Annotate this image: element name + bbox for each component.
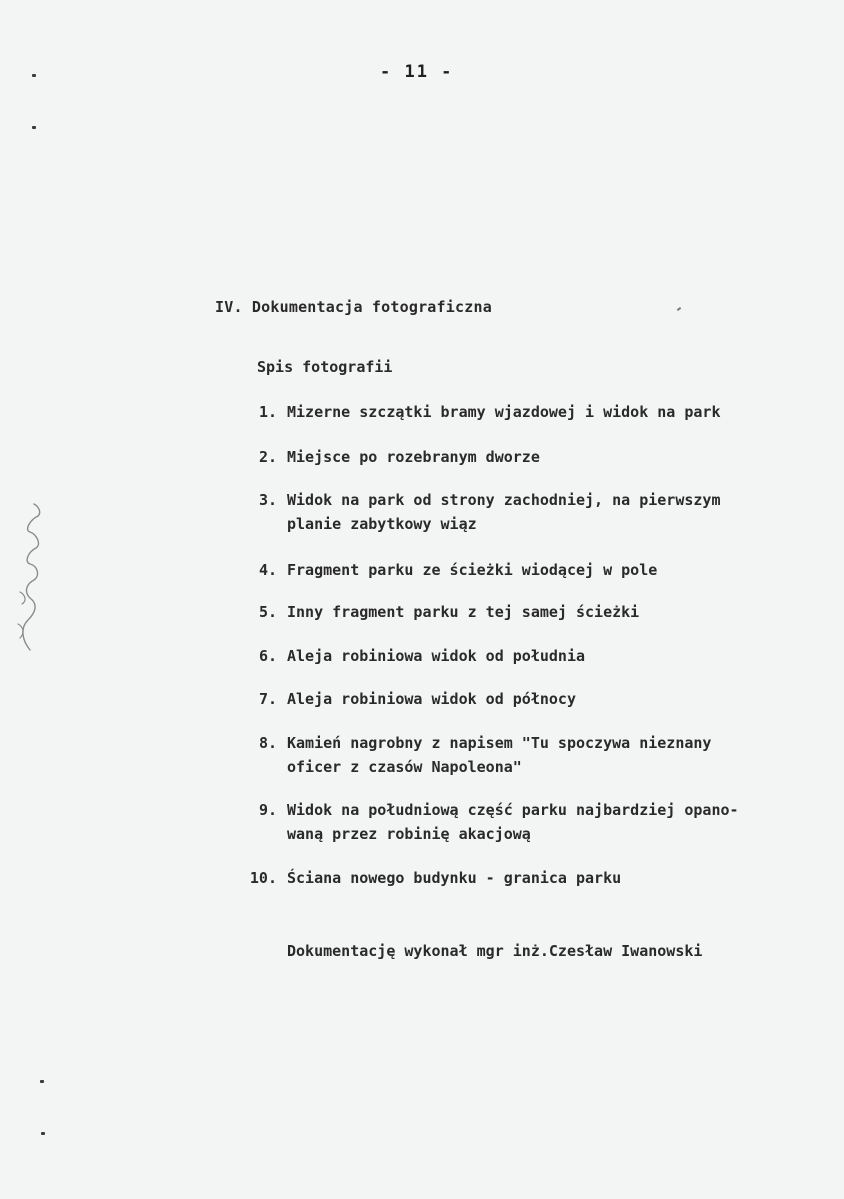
photo-item-line: Fragment parku ze ścieżki wiodącej w pole xyxy=(287,561,658,579)
photo-item-text xyxy=(287,644,585,668)
photo-item-text xyxy=(287,400,720,424)
photo-item-text xyxy=(287,798,739,846)
photo-item-text xyxy=(287,445,540,469)
section-heading: IV. Dokumentacja fotograficzna xyxy=(215,298,492,316)
margin-mark xyxy=(32,74,36,77)
photo-item-number: 2. xyxy=(258,448,277,466)
photo-item-number: 6. xyxy=(258,647,277,665)
photo-item-line: waną przez robinię akacjową xyxy=(287,825,531,843)
credit-line: Dokumentację wykonał mgr inż.Czesław Iwanowski xyxy=(287,942,703,960)
photo-item-text xyxy=(287,687,576,711)
photo-item-line: Aleja robiniowa widok od południa xyxy=(287,647,586,665)
photo-item-text xyxy=(287,558,657,582)
photo-item-text xyxy=(287,866,621,890)
handwritten-margin-note xyxy=(8,500,48,660)
photo-item-number: 1. xyxy=(258,403,277,421)
photo-item-text xyxy=(287,731,711,779)
photo-item-line: Miejsce po rozebranym dworze xyxy=(287,448,540,466)
photo-item-number: 10. xyxy=(249,869,277,887)
margin-mark xyxy=(41,1132,45,1135)
photo-item-number: 8. xyxy=(258,734,277,752)
photo-item-line: Kamień nagrobny z napisem "Tu spoczywa nieznany xyxy=(287,734,712,752)
photo-item-line: Ściana nowego budynku - granica parku xyxy=(287,869,622,887)
photo-item-number: 5. xyxy=(258,603,277,621)
margin-mark xyxy=(32,126,36,129)
photo-item-number: 9. xyxy=(258,801,277,819)
photo-item-number: 3. xyxy=(258,491,277,509)
stray-mark xyxy=(677,307,681,311)
photo-item-line: Mizerne szczątki bramy wjazdowej i widok na park xyxy=(287,403,721,421)
photo-item-line: Widok na południową część parku najbardziej opano- xyxy=(287,801,739,819)
photo-item-line: Aleja robiniowa widok od północy xyxy=(287,690,576,708)
margin-mark xyxy=(40,1080,44,1083)
photo-item-line: planie zabytkowy wiąz xyxy=(287,515,477,533)
photo-item-line: Inny fragment parku z tej samej ścieżki xyxy=(287,603,640,621)
photo-list-heading: Spis fotografii xyxy=(257,358,393,376)
photo-item-number: 7. xyxy=(258,690,277,708)
photo-item-text xyxy=(287,488,720,536)
page-number: - 11 - xyxy=(380,62,454,82)
photo-item-text xyxy=(287,600,639,624)
photo-item-number: 4. xyxy=(258,561,277,579)
photo-item-line: oficer z czasów Napoleona" xyxy=(287,758,522,776)
photo-item-line: Widok na park od strony zachodniej, na pierwszym xyxy=(287,491,721,509)
